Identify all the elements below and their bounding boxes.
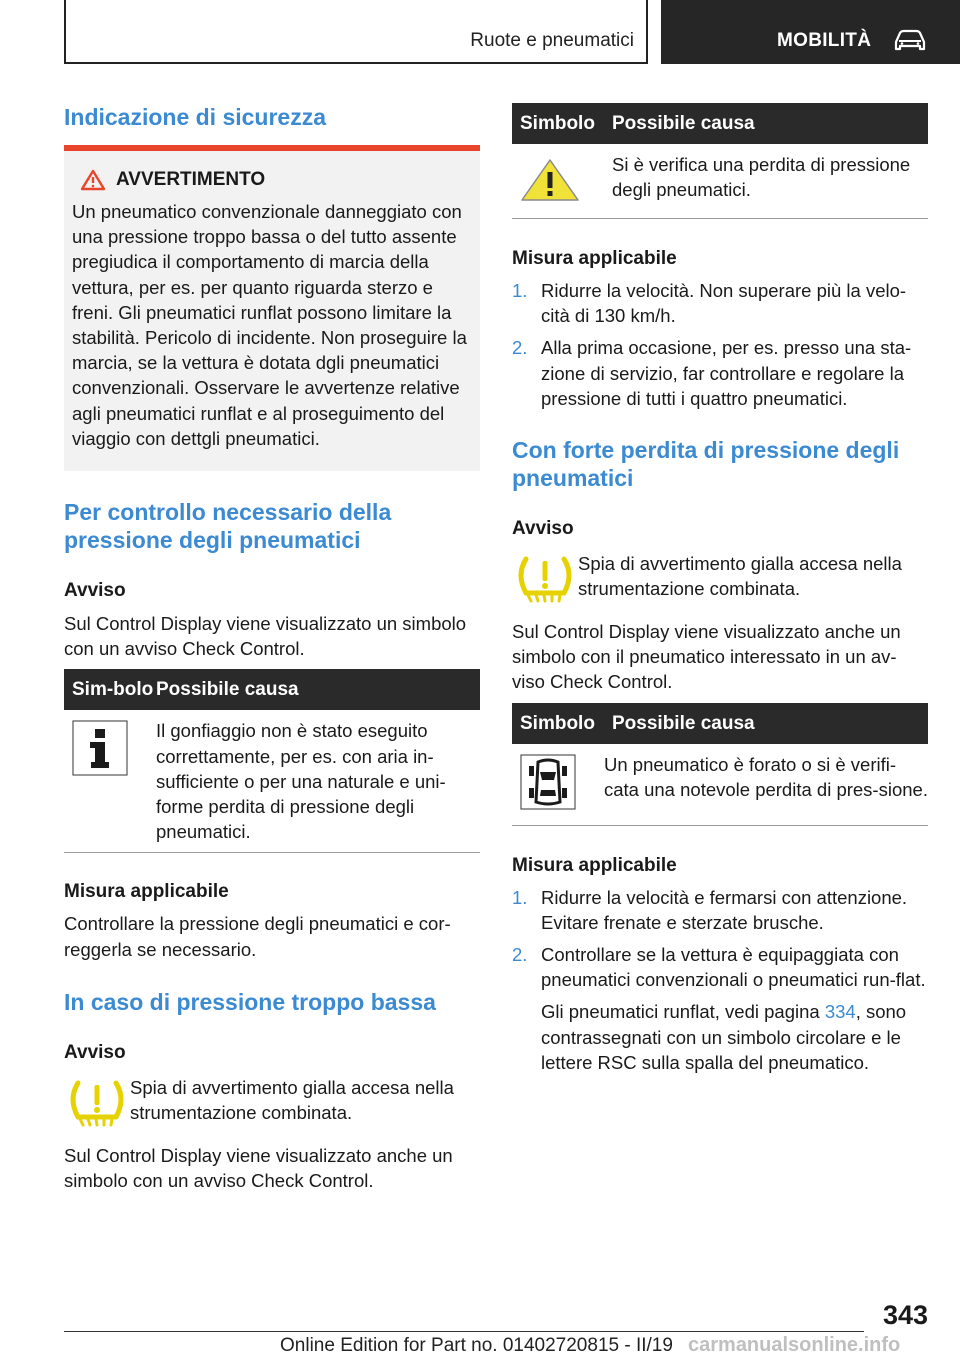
list-number: 1. [512, 886, 528, 908]
low-pressure-heading: In caso di pressione troppo bassa [64, 988, 436, 1015]
table-pressure-loss [512, 103, 928, 219]
measure2-label: Misura applicabile [512, 854, 677, 876]
runflat-note-post: , sono contrassegnati con un simbolo circolare e le lettere RSC sulla spalla del pneumatico. [541, 1001, 907, 1073]
header-section-tab [64, 0, 648, 64]
car-tire-position-icon [520, 754, 576, 810]
table-check-cause-text: Il gonfiaggio non è stato eseguito correttamente, per es. con aria in-sufficiente o per una naturale e uni-forme perdita di pressione degli pneumatici. [156, 720, 446, 843]
strong-notice-label: Avviso [512, 518, 574, 540]
footer-edition: Online Edition for Part no. 01402720815 - II/19 [280, 1335, 673, 1356]
list-text: Ridurre la velocità. Non superare più la velo-cità di 130 km/h. [541, 280, 907, 327]
measure2-list [512, 885, 928, 1075]
table-row [512, 144, 928, 219]
check-notice-label: Avviso [64, 580, 126, 602]
table-check-symbol-cell [64, 710, 156, 852]
list-number: 2. [512, 337, 528, 359]
list-text: Alla prima occasione, per es. presso una sta-zione di servizio, far controllare e regolare la pressione di tutti i quattro pneumatici. [541, 337, 912, 409]
low-lamp-text: Spia di avvertimento gialla accesa nella strumentazione combinata. [130, 1076, 454, 1124]
list-item [512, 278, 928, 328]
table-check-header [64, 669, 480, 710]
low-notice-label: Avviso [64, 1041, 126, 1063]
list-item [512, 942, 928, 992]
measure-text: Controllare la pressione degli pneumatici e cor-reggerla se necessario. [64, 913, 451, 960]
table-pressure-loss-col-symbol: Simbolo [520, 113, 595, 134]
low-display-text: Sul Control Display viene visualizzato anche un simbolo con un avviso Check Control. [64, 1144, 453, 1192]
table-pressure-loss-cause-cell [604, 144, 928, 218]
list-item [512, 885, 928, 935]
table-check-col-cause: Possibile causa [156, 679, 299, 701]
right-column [512, 103, 928, 1075]
tire-pressure-warning-icon [512, 551, 578, 607]
header-chapter-tab [661, 0, 960, 64]
warning-box [64, 145, 480, 471]
warning-title-row [80, 169, 472, 191]
table-puncture-cause-cell [604, 744, 928, 825]
table-puncture-cause-text: Un pneumatico è forato o si è verifi-cata una notevole perdita di pres-sione. [604, 753, 928, 800]
left-column [64, 100, 480, 1193]
table-check [64, 669, 480, 853]
table-pressure-loss-symbol-cell [512, 144, 604, 218]
check-heading: Per controllo necessario della pressione degli pneumatici [64, 499, 392, 554]
list-number: 1. [512, 280, 528, 301]
strong-display-text: Sul Control Display viene visualizzato anche un simbolo con il pneumatico interessato in un av-viso Check Control. [512, 621, 901, 693]
table-pressure-loss-header [512, 103, 928, 144]
table-puncture [512, 703, 928, 826]
page-link-334[interactable]: 334 [824, 1001, 856, 1023]
list-text: Ridurre la velocità e fermarsi con attenzione. Evitare frenate e sterzate brusche. [541, 886, 908, 933]
low-lamp-row [64, 1075, 480, 1131]
header-chapter-title: MOBILITÀ [777, 30, 872, 51]
strong-loss-heading: Con forte perdita di pressione degli pneumatici [512, 437, 900, 492]
table-pressure-loss-cause-text: Si è verifica una perdita di pressione degli pneumatici. [612, 154, 911, 201]
warning-title: AVVERTIMENTO [116, 169, 266, 190]
page-number: 343 [882, 1300, 928, 1330]
table-puncture-col-symbol: Simbolo [520, 712, 595, 734]
measure-list [512, 278, 928, 411]
table-puncture-header [512, 703, 928, 744]
measure-label: Misura applicabile [512, 248, 677, 269]
table-row [512, 744, 928, 826]
runflat-note-pre: Gli pneumatici runflat, vedi pagina [541, 1001, 825, 1023]
warning-text: Un pneumatico convenzionale danneggiato con una pressione troppo bassa o del tutto assente pregiudica il comportamento di marcia della vettura, per es. per quanto riguarda sterzo e freni. Gli pneumatici runflat possono limitare la stabilità. Pericolo di incidente. Non proseguire la marcia, se la vettura è dotata dgli pneumatici convenzionali. Osservare le avvertenze relative agli pneumatici runflat e al proseguimento del viaggio con dettgli pneumatici. [72, 201, 467, 449]
list-item [512, 335, 928, 411]
list-number: 2. [512, 944, 528, 966]
table-pressure-loss-col-cause: Possibile causa [612, 113, 755, 134]
header-section-title: Ruote e pneumatici [470, 30, 634, 51]
footer-divider [64, 1331, 864, 1332]
table-puncture-col-cause: Possibile causa [612, 712, 755, 734]
warning-yellow-triangle-icon [518, 156, 582, 204]
safety-heading: Indicazione di sicurezza [64, 104, 327, 130]
car-icon [893, 28, 927, 52]
table-row [64, 710, 480, 853]
measure-label: Misura applicabile [64, 881, 229, 903]
strong-lamp-row [512, 551, 928, 607]
table-check-cause-cell [156, 710, 480, 852]
strong-lamp-text: Spia di avvertimento gialla accesa nella strumentazione combinata. [578, 553, 902, 600]
warning-triangle-icon [80, 169, 106, 191]
runflat-note [541, 999, 928, 1075]
tire-pressure-warning-icon [64, 1075, 130, 1131]
table-check-col-symbol: Sim-bolo [72, 679, 154, 701]
table-puncture-symbol-cell [512, 744, 604, 825]
list-text: Controllare se la vettura è equipaggiata con pneumatici convenzionali o pneumatici run-flat. [541, 944, 926, 991]
info-icon [72, 720, 128, 776]
footer-watermark: carmanualsonline.info [688, 1334, 901, 1356]
check-notice-text: Sul Control Display viene visualizzato un simbolo con un avviso Check Control. [64, 613, 467, 660]
